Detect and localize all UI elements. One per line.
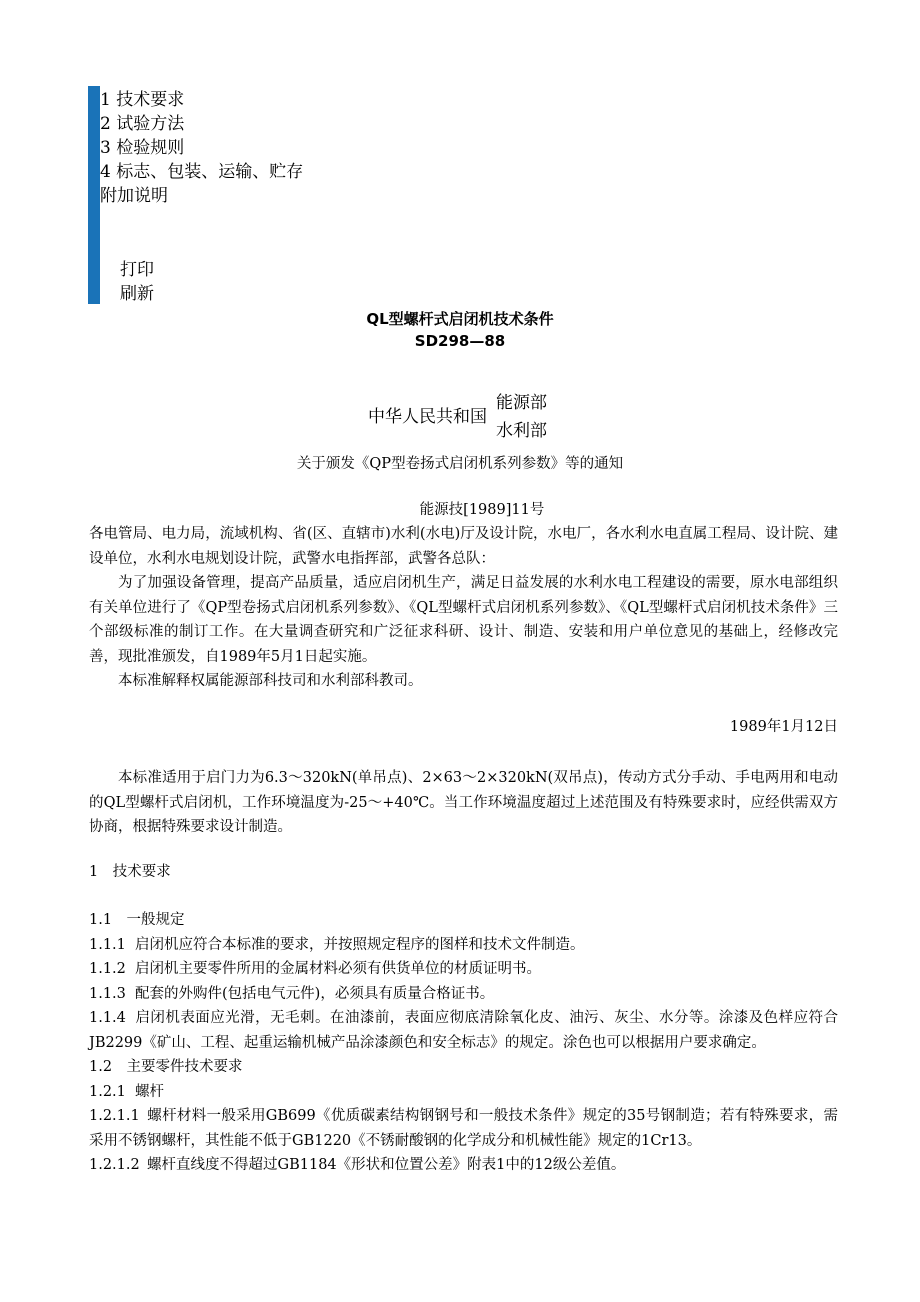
notice-title: 关于颁发《QP型卷扬式启闭机系列参数》等的通知 bbox=[296, 456, 624, 472]
scope-section bbox=[89, 766, 838, 840]
print-link[interactable]: 打印 bbox=[120, 260, 154, 280]
interpretation-paragraph: 本标准解释权属能源部科技司和水利部科教司。 bbox=[118, 673, 423, 689]
clause-1-1-2 bbox=[89, 957, 838, 982]
toolbar bbox=[120, 258, 154, 306]
clause-text: 启闭机主要零件所用的金属材料必须有供货单位的材质证明书。 bbox=[135, 961, 541, 977]
notice-body bbox=[89, 522, 838, 694]
clause-number: 1.1.1 bbox=[89, 936, 126, 953]
clause-1-2-1 bbox=[89, 1080, 838, 1105]
section-1-content bbox=[89, 908, 838, 1178]
clause-number: 1.2.1 bbox=[89, 1083, 126, 1100]
notice-date: 1989年1月12日 bbox=[729, 719, 838, 735]
issuer-ministry-energy: 能源部 bbox=[496, 393, 547, 413]
document-code: SD298—88 bbox=[414, 332, 506, 350]
clause-number: 1.1.3 bbox=[89, 985, 126, 1002]
issuer-country: 中华人民共和国 bbox=[368, 407, 487, 427]
clause-number: 1.1.4 bbox=[89, 1010, 126, 1026]
table-of-contents bbox=[100, 88, 303, 208]
refresh-link[interactable]: 刷新 bbox=[120, 284, 154, 304]
toc-item-test-methods[interactable]: 2 试验方法 bbox=[100, 114, 185, 134]
toc-item-technical-requirements[interactable]: 1 技术要求 bbox=[100, 90, 185, 110]
clause-text: 螺杆直线度不得超过GB1184《形状和位置公差》附表1中的12级公差值。 bbox=[147, 1157, 626, 1173]
clause-1-2-1-1 bbox=[89, 1104, 838, 1153]
subsection-heading-1-2: 1.2 主要零件技术要求 bbox=[89, 1059, 243, 1075]
clause-number: 1.1.2 bbox=[89, 961, 126, 977]
clause-1-2-1-2 bbox=[89, 1153, 838, 1178]
addressees: 各电管局、电力局，流域机构、省(区、直辖市)水利(水电)厅及设计院，水电厂，各水利水电直属工程局、设计院、建设单位，水利水电规划设计院，武警水电指挥部，武警各总队： bbox=[89, 526, 838, 567]
clause-1-1-4 bbox=[89, 1006, 838, 1055]
document-title: QL型螺杆式启闭机技术条件 bbox=[366, 310, 554, 328]
clause-1-1-1 bbox=[89, 933, 838, 958]
toc-item-additional-notes[interactable]: 附加说明 bbox=[100, 186, 168, 206]
notice-paragraph: 为了加强设备管理，提高产品质量，适应启闭机生产，满足日益发展的水利水电工程建设的需要，原水电部组织有关单位进行了《QP型卷扬式启闭机系列参数》、《QL型螺杆式启闭机系列参数》、《QL型螺杆式启闭机技术条件》三个部级标准的制订工作。在大量调查研究和广泛征求科研、设计、制造、安装和用户单位意见的基础上，经修改完善，现批准颁发，自1989年5月1日起实施。 bbox=[89, 575, 838, 665]
toc-item-inspection-rules[interactable]: 3 检验规则 bbox=[100, 138, 185, 158]
notice-number: 能源技[1989]11号 bbox=[419, 502, 545, 518]
toc-accent-bar bbox=[88, 86, 100, 304]
clause-text: 启闭机表面应光滑，无毛刺。在油漆前，表面应彻底清除氧化皮、油污、灰尘、水分等。涂漆及色样应符合JB2299《矿山、工程、起重运输机械产品涂漆颜色和安全标志》的规定。涂色也可以根据用户要求确定。 bbox=[89, 1010, 838, 1051]
scope-paragraph: 本标准适用于启门力为6.3～320kN(单吊点)、2×63～2×320kN(双吊点)，传动方式分手动、手电两用和电动的QL型螺杆式启闭机，工作环境温度为-25～+40℃。当工作环境温度超过上述范围及有特殊要求时，应经供需双方协商，根据特殊要求设计制造。 bbox=[89, 770, 838, 835]
clause-number: 1.2.1.1 bbox=[89, 1108, 140, 1124]
clause-1-1-3 bbox=[89, 982, 838, 1007]
clause-text: 螺杆材料一般采用GB699《优质碳素结构钢钢号和一般技术条件》规定的35号钢制造；若有特殊要求，需采用不锈钢螺杆，其性能不低于GB1220《不锈耐酸钢的化学成分和机械性能》规定的1Cr13。 bbox=[89, 1108, 838, 1149]
clause-text: 启闭机应符合本标准的要求，并按照规定程序的图样和技术文件制造。 bbox=[135, 936, 585, 953]
issuer-ministry-water: 水利部 bbox=[496, 421, 547, 441]
clause-number: 1.2.1.2 bbox=[89, 1157, 140, 1173]
clause-text: 配套的外购件(包括电气元件)，必须具有质量合格证书。 bbox=[135, 985, 495, 1002]
toc-item-marking-packaging[interactable]: 4 标志、包装、运输、贮存 bbox=[100, 162, 304, 182]
subsection-heading-1-1: 1.1 一般规定 bbox=[89, 912, 185, 928]
clause-text: 螺杆 bbox=[135, 1083, 164, 1100]
section-heading-1: 1 技术要求 bbox=[89, 864, 171, 880]
